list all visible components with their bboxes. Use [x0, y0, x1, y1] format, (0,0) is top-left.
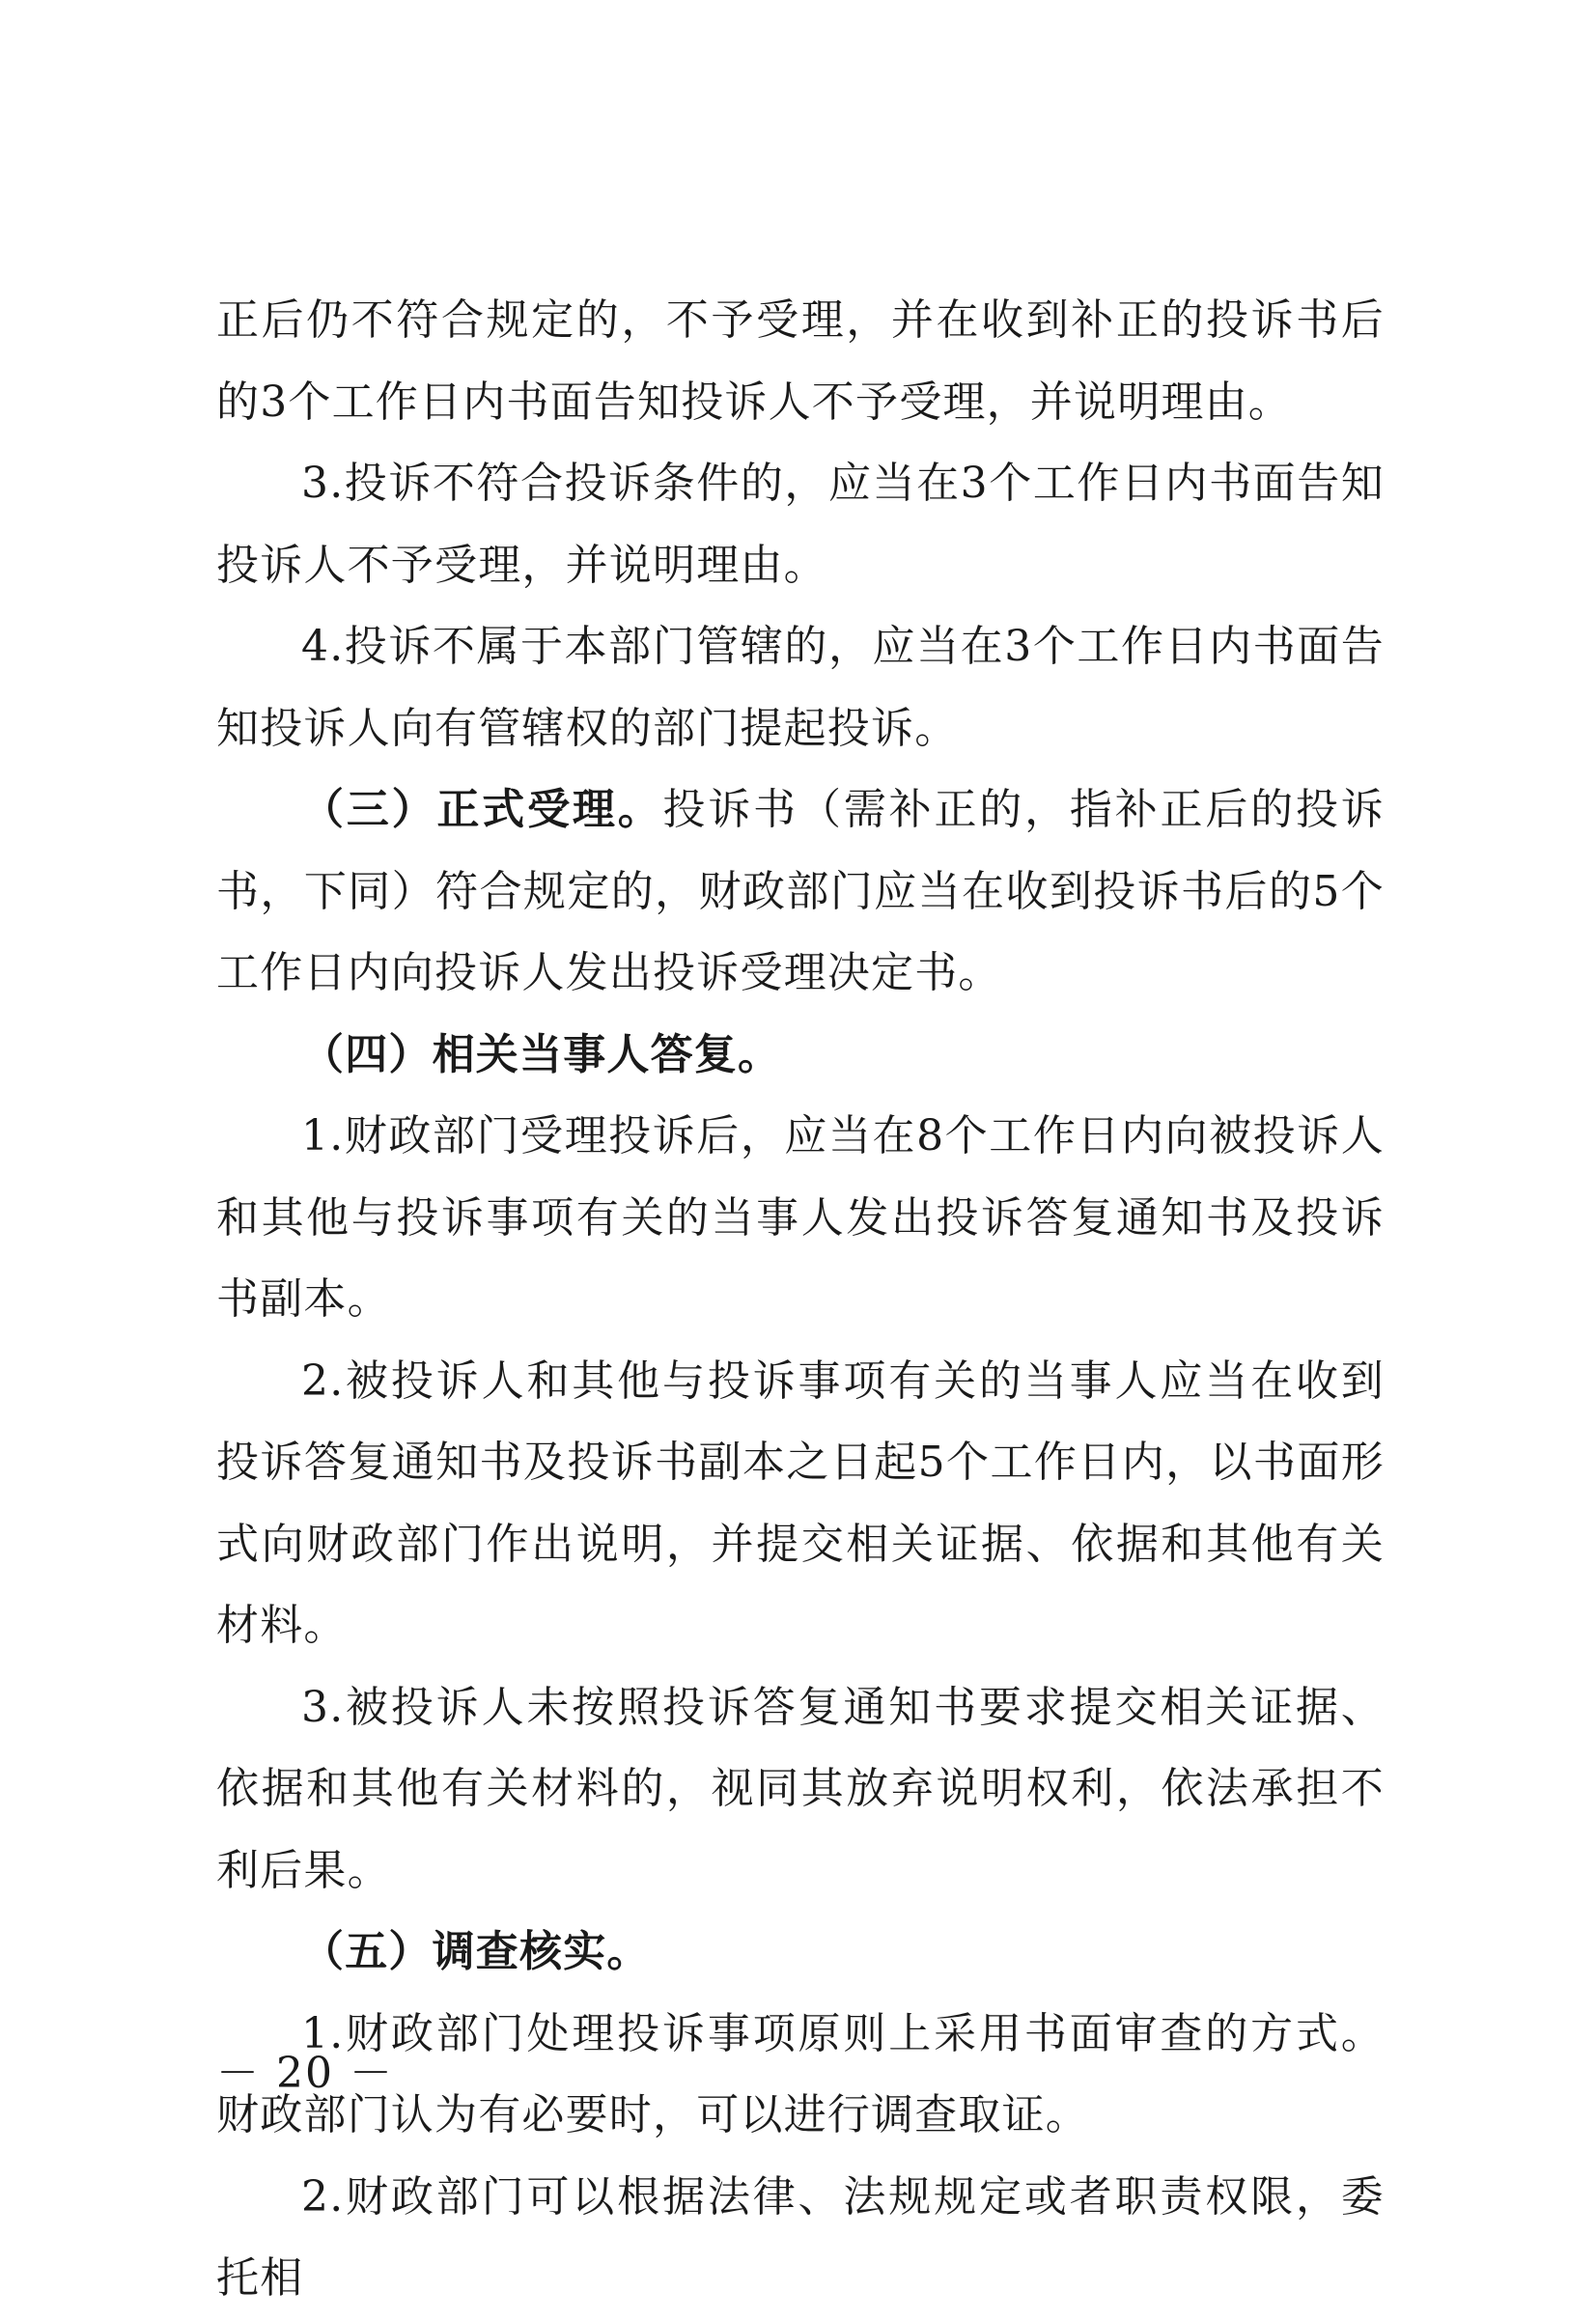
paragraph-text: 正后仍不符合规定的，不予受理，并在收到补正的投诉书后的3个工作日内书面告知投诉人不予受理，并说明理由。 — [216, 295, 1385, 427]
section-heading: （四）相关当事人答复。 — [301, 1029, 782, 1079]
paragraph-text: 3.被投诉人未按照投诉答复通知书要求提交相关证据、依据和其他有关材料的，视同其放弃说明权利，依法承担不利后果。 — [216, 1682, 1385, 1895]
paragraph-2 — [216, 443, 1385, 606]
section-heading: （三）正式受理。 — [301, 785, 663, 834]
paragraph-11 — [216, 2157, 1385, 2320]
paragraph-9 — [216, 1912, 1385, 1994]
paragraph-5 — [216, 1015, 1385, 1097]
paragraph-8 — [216, 1667, 1385, 1913]
paragraph-7 — [216, 1341, 1385, 1667]
paragraph-1 — [216, 280, 1385, 443]
paragraph-3 — [216, 606, 1385, 769]
paragraph-text: 投诉书（需补正的，指补正后的投诉书，下同）符合规定的，财政部门应当在收到投诉书后的5个工作日内向投诉人发出投诉受理决定书。 — [216, 785, 1385, 997]
body-text — [216, 280, 1385, 2320]
paragraph-text: 3.投诉不符合投诉条件的，应当在3个工作日内书面告知投诉人不予受理，并说明理由。 — [216, 459, 1385, 590]
paragraph-text: 1.财政部门受理投诉后，应当在8个工作日内向被投诉人和其他与投诉事项有关的当事人发出投诉答复通知书及投诉书副本。 — [216, 1111, 1385, 1324]
section-heading: （五）调查核实。 — [301, 1927, 651, 1976]
paragraph-text: 2.被投诉人和其他与投诉事项有关的当事人应当在收到投诉答复通知书及投诉书副本之日起5个工作日内，以书面形式向财政部门作出说明，并提交相关证据、依据和其他有关材料。 — [216, 1356, 1385, 1650]
paragraph-6 — [216, 1096, 1385, 1341]
paragraph-4 — [216, 769, 1385, 1015]
page-number: － 20 － — [216, 2049, 394, 2098]
paragraph-text: 1.财政部门处理投诉事项原则上采用书面审查的方式。财政部门认为有必要时，可以进行调查取证。 — [216, 2008, 1385, 2139]
paragraph-text: 2.财政部门可以根据法律、法规规定或者职责权限，委托相 — [216, 2171, 1385, 2303]
paragraph-text: 4.投诉不属于本部门管辖的，应当在3个工作日内书面告知投诉人向有管辖权的部门提起投诉。 — [216, 622, 1385, 753]
